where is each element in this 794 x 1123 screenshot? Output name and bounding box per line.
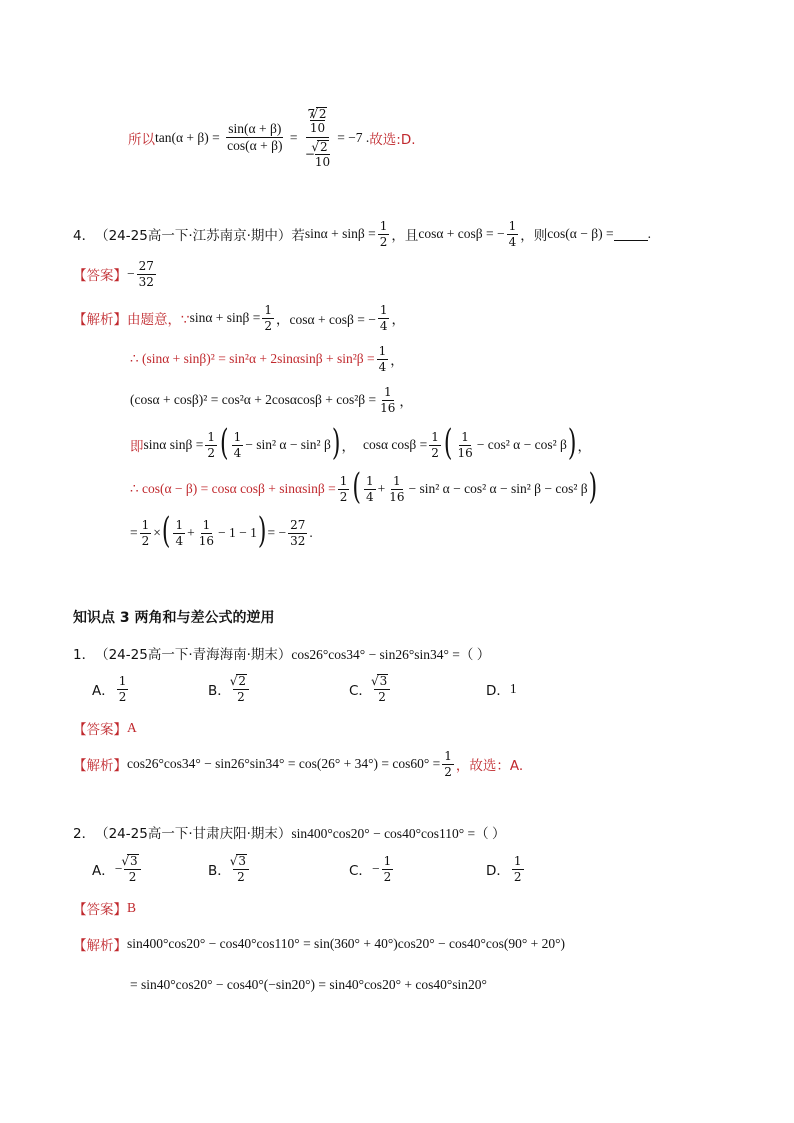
q2-answer-value: B — [127, 900, 137, 915]
q1-choice-d[interactable]: D． 1 — [486, 681, 517, 699]
q1-choice-c[interactable]: C． √ $\frac{3}{2}$ — [349, 672, 392, 706]
q4-solution-line-5: ∴ cos(α − β) = cosα cosβ + sinαsinβ = $\frac{1}{2}$ ( $\frac{1}{4}$ + $\frac{1}{16}$ − sin² α − cos² α − sin² β − cos² β ) — [130, 468, 598, 509]
q2-solution-line-1: 【解析】 sin400°cos20° − cos40°cos110° = sin(360° + 40°)cos20° − cos40°cos(90° + 20°) — [73, 936, 566, 954]
q1-expression: cos26°cos34° − sin26°sin34° =（ ） — [291, 647, 491, 662]
q2-choice-c[interactable]: C． − $\frac{1}{2}$ — [349, 853, 392, 884]
q4-solution-line-6: = $\frac{1}{2}$ × ( $\frac{1}{4}$ + $\frac{1}{16}$ − 1 − 1 ) = − $\frac{27}{32}$ . — [130, 512, 313, 553]
q4-cond1: sinα + sinβ = — [304, 226, 376, 241]
q2-choice-d[interactable]: D． $\frac{1}{2}$ — [486, 853, 522, 884]
q4-solution-line-1: 【解析】 由题意，∵ sinα + sinβ = $\frac{1}{2}$ ，cosα + cosβ = − $\frac{1}{4}$ ， — [73, 302, 405, 333]
tan-answer: 故选:D. — [369, 131, 416, 148]
tan-value-fraction: 7√ 2 10 − √ $\frac{2}{10}$ — [303, 107, 332, 168]
q1-source: （24-25高一下·青海海南·期末） — [95, 647, 292, 663]
q2-choice-b[interactable]: B． √ $\frac{3}{2}$ — [208, 851, 251, 887]
q1-answer: 【答案】 A — [73, 720, 137, 738]
q2-source: （24-25高一下·甘肃庆阳·期末） — [95, 826, 292, 842]
q2-solution-line-2: = sin40°cos20° − cos40°(−sin20°) = sin40°cos20° + cos40°sin20° — [130, 977, 487, 992]
question-4: 4． （24-25高一下·江苏南京·期中） 若 sinα + sinβ = $\frac{1}{2}$ ，且 cosα + cosβ = − $\frac{1}{4}$ ，则 cos(α − β) = . — [73, 218, 651, 249]
q4-solution-line-3: (cosα + cosβ)² = cos²α + 2cosαcosβ + cos²β = $\frac{1}{16}$ ， — [130, 384, 413, 415]
q1-choice-b[interactable]: B． √ $\frac{2}{2}$ — [208, 672, 251, 706]
q4-ask: cos(α − β) = — [547, 226, 614, 241]
tan-conclusion-line: 所以 tan(α + β) = $\frac{\sin(\alpha + \beta)}{\cos(\alpha + \beta)}$ = 7√ 2 10 − √ $\frac{2}{10}$ = −7 . 故选:D. — [128, 100, 416, 175]
question-1: 1． （24-25高一下·青海海南·期末） cos26°cos34° − sin26°sin34° =（ ） — [73, 643, 490, 663]
q4-answer: 【答案】 − $\frac{27}{32}$ — [73, 258, 154, 289]
question-2: 2． （24-25高一下·甘肃庆阳·期末） sin400°cos20° − cos40°cos110° =（ ） — [73, 822, 505, 842]
q4-cond2: cosα + cosβ = − — [418, 226, 505, 241]
q4-answer-blank[interactable] — [614, 228, 648, 241]
q4-number: 4． — [73, 228, 96, 244]
q2-choice-a[interactable]: A． − √ $\frac{3}{2}$ — [92, 851, 143, 887]
solution-label: 【解析】 — [73, 312, 127, 328]
q4-solution-line-2: ∴ (sinα + sinβ)² = sin²α + 2sinαsinβ + sin²β = $\frac{1}{4}$ ， — [130, 343, 404, 374]
q1-solution: 【解析】 cos26°cos34° − sin26°sin34° = cos(26° + 34°) = cos60° = $\frac{1}{2}$ ，故选：A. — [73, 748, 524, 779]
q1-answer-value: A — [127, 720, 137, 735]
answer-label: 【答案】 — [73, 268, 127, 284]
tan-result: = −7 . — [337, 129, 370, 145]
q1-choice-a[interactable]: A． $\frac{1}{2}$ — [92, 673, 127, 704]
section-heading: 知识点 3 两角和与差公式的逆用 — [73, 610, 275, 626]
q2-answer: 【答案】 B — [73, 900, 137, 918]
tan-prefix: 所以 — [128, 131, 155, 148]
q4-source: （24-25高一下·江苏南京·期中） — [95, 228, 292, 244]
q4-solution-line-4: 即 sinα sinβ = $\frac{1}{2}$ ( $\frac{1}{4}$ − sin² α − sin² β ) ， cosα cosβ = $\frac{1}{2}$ ( $\frac{1}{16}$ − cos² α − cos² β ) ， — [130, 424, 591, 465]
q2-expression: sin400°cos20° − cos40°cos110° =（ ） — [291, 826, 506, 841]
tan-ratio: $\frac{\sin(\alpha + \beta)}{\cos(\alpha + \beta)}$ — [227, 120, 283, 153]
tan-lhs: tan(α + β) — [155, 129, 209, 145]
